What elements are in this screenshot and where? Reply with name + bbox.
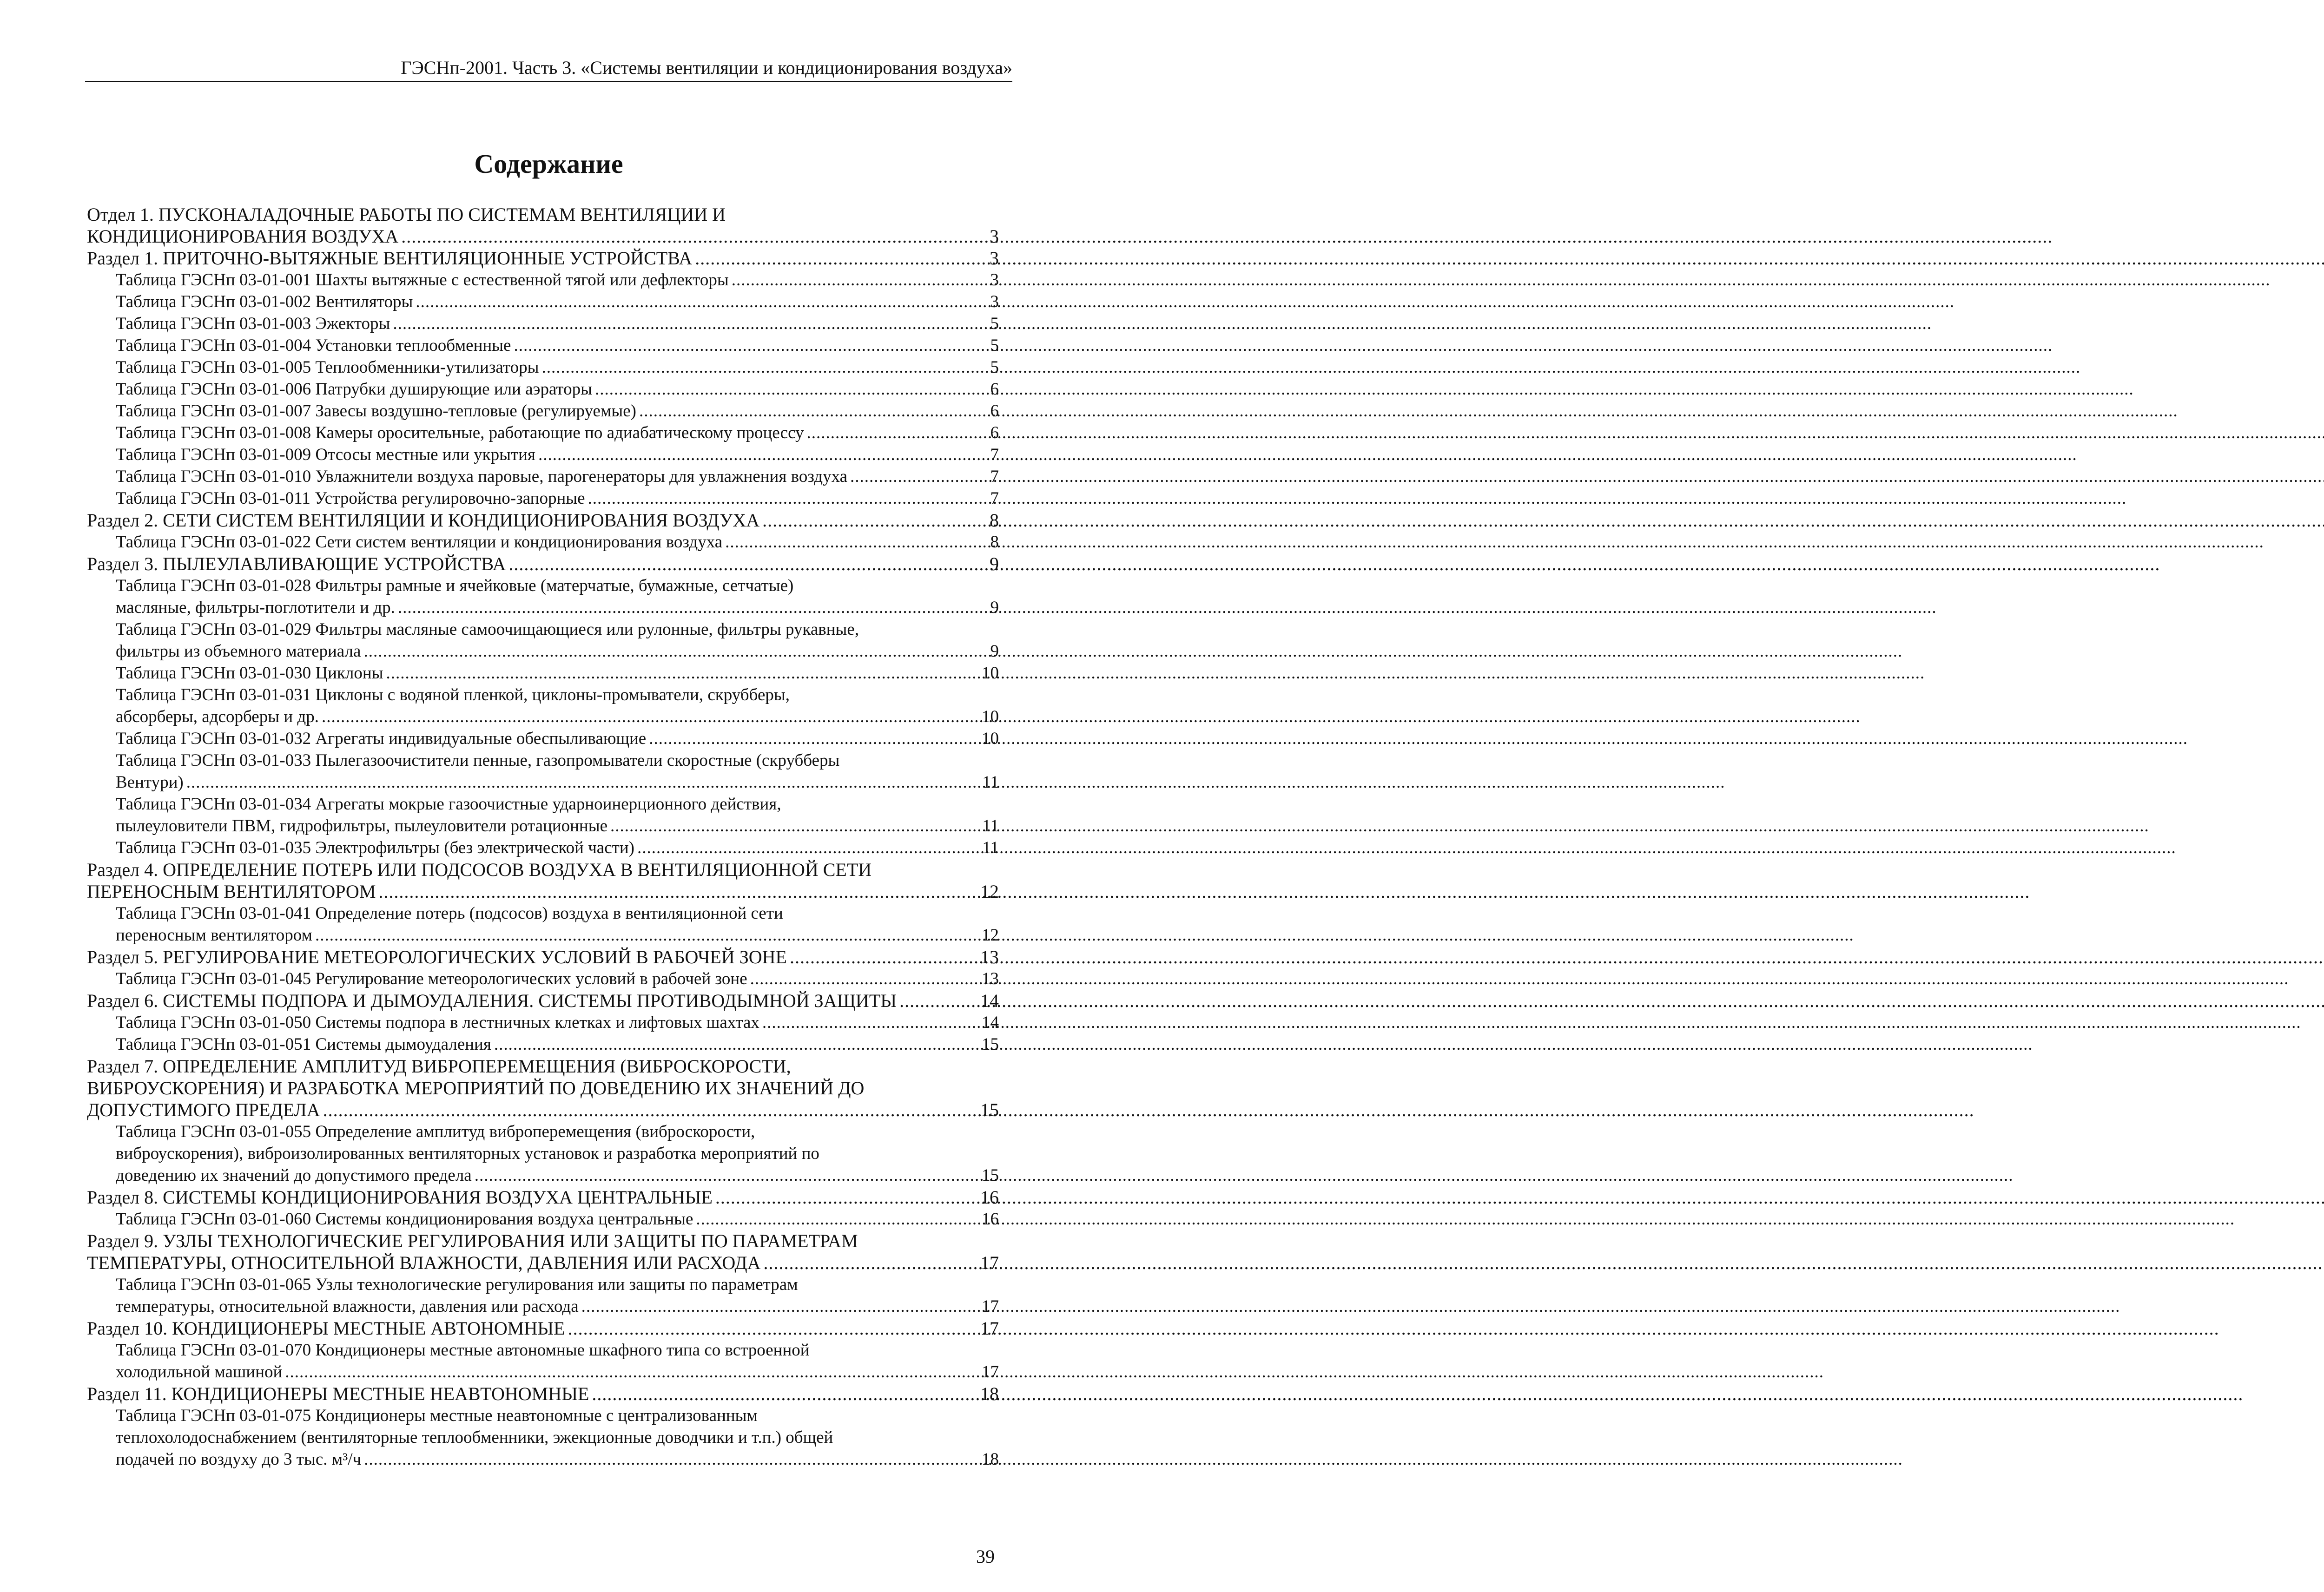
toc-entry-text: Таблица ГЭСНп 03-01-010 Увлажнители воздуха паровые, парогенераторы для увлажнения воздуха: [116, 467, 848, 486]
toc-entry-text: Вентури): [116, 773, 184, 792]
toc-page-number: 14: [980, 990, 999, 1011]
toc-table-line[interactable]: [87, 466, 999, 487]
dot-leader: [475, 1164, 977, 1186]
toc-entry-text: Таблица ГЭСНп 03-01-029 Фильтры масляные самоочищающиеся или рулонные, фильтры рукавные,: [116, 620, 859, 639]
toc-table-line[interactable]: [87, 1274, 999, 1296]
dot-leader: [762, 509, 977, 531]
page-title: Содержание: [474, 149, 623, 179]
dot-leader: [762, 1012, 977, 1033]
dot-leader: [790, 946, 977, 968]
toc-page-number: 15: [982, 1166, 999, 1185]
toc-entry-text: ВИБРОУСКОРЕНИЯ) И РАЗРАБОТКА МЕРОПРИЯТИЙ ПО ДОВЕДЕНИЮ ИХ ЗНАЧЕНИЙ ДО: [87, 1078, 865, 1099]
toc-page-number: 6: [990, 423, 999, 442]
toc-section-line[interactable]: [87, 1317, 999, 1339]
toc-table-line[interactable]: [87, 1033, 999, 1055]
toc-page-number: 8: [990, 533, 999, 552]
toc-page-number: 9: [990, 598, 999, 617]
toc-page-number: 7: [990, 467, 999, 486]
toc-entry-text: пылеуловители ПВМ, гидрофильтры, пылеуловители ротационные: [116, 816, 608, 835]
toc-table-line[interactable]: [87, 269, 999, 291]
toc-entry-text: Таблица ГЭСНп 03-01-041 Определение потерь (подсосов) воздуха в вентиляционной сети: [116, 904, 783, 923]
toc-table-line[interactable]: [87, 750, 999, 771]
toc-section-line[interactable]: [87, 1077, 999, 1099]
toc-entry-text: Таблица ГЭСНп 03-01-034 Агрегаты мокрые газоочистные ударноинерционного действия,: [116, 795, 781, 814]
toc-page-number: 15: [980, 1099, 999, 1120]
dot-leader: [637, 837, 977, 859]
toc-table-line[interactable]: [87, 1296, 999, 1317]
toc-page-number: 9: [990, 642, 999, 661]
dot-leader: [186, 771, 977, 793]
toc-page-number: 17: [982, 1362, 999, 1381]
running-header: ГЭСНп-2001. Часть 3. «Системы вентиляции и кондиционирования воздуха»: [401, 57, 1012, 78]
toc-page-number: 16: [980, 1187, 999, 1208]
dot-leader: [378, 881, 977, 902]
toc-table-line[interactable]: [87, 684, 999, 706]
toc-entry-text: Таблица ГЭСНп 03-01-004 Установки теплообменные: [116, 336, 511, 355]
dot-leader: [588, 487, 977, 509]
toc-entry-text: Таблица ГЭСНп 03-01-022 Сети систем вентиляции и кондиционирования воздуха: [116, 533, 723, 552]
toc-entry-text: Таблица ГЭСНп 03-01-032 Агрегаты индивидуальные обеспыливающие: [116, 729, 647, 748]
dot-leader: [568, 1317, 977, 1339]
toc-page-number: 7: [990, 489, 999, 508]
toc-table-line[interactable]: [87, 924, 999, 946]
toc-table-line[interactable]: [87, 968, 999, 990]
toc-entry-text: переносным вентилятором: [116, 926, 312, 945]
toc-entry-text: Раздел 2. СЕТИ СИСТЕМ ВЕНТИЛЯЦИИ И КОНДИЦИОНИРОВАНИЯ ВОЗДУХА: [87, 510, 760, 531]
toc-table-line[interactable]: [87, 1012, 999, 1033]
dot-leader: [610, 815, 977, 837]
toc-entry-text: Таблица ГЭСНп 03-01-035 Электрофильтры (без электрической части): [116, 838, 634, 857]
toc-entry-text: Таблица ГЭСНп 03-01-006 Патрубки душирующие или аэраторы: [116, 380, 592, 399]
toc-entry-text: ПЕРЕНОСНЫМ ВЕНТИЛЯТОРОМ: [87, 881, 376, 902]
dot-leader: [494, 1033, 977, 1055]
toc-entry-text: холодильной машиной: [116, 1362, 283, 1381]
toc-section-line[interactable]: [87, 881, 999, 902]
toc-entry-text: Таблица ГЭСНп 03-01-051 Системы дымоудаления: [116, 1035, 491, 1054]
toc-page-number: 11: [982, 838, 999, 857]
toc-entry-text: теплохолодоснабжением (вентиляторные теплообменники, эжекционные доводчики и т.п.) общей: [116, 1428, 833, 1447]
toc-entry-text: Таблица ГЭСНп 03-01-007 Завесы воздушно-тепловые (регулируемые): [116, 401, 636, 421]
toc-entry-text: Таблица ГЭСНп 03-01-009 Отсосы местные или укрытия: [116, 445, 535, 464]
toc-page-number: 10: [982, 707, 999, 726]
toc-table-line[interactable]: [87, 597, 999, 618]
toc-page-number: 11: [982, 816, 999, 835]
toc-entry-text: Раздел 6. СИСТЕМЫ ПОДПОРА И ДЫМОУДАЛЕНИЯ. СИСТЕМЫ ПРОТИВОДЫМНОЙ ЗАЩИТЫ: [87, 990, 897, 1011]
toc-page-number: 18: [980, 1383, 999, 1404]
toc-section-line[interactable]: [87, 1383, 999, 1405]
dot-leader: [639, 400, 977, 422]
toc-entry-text: масляные, фильтры-поглотители и др.: [116, 598, 395, 617]
toc-section-line[interactable]: [87, 1252, 999, 1274]
toc-entry-text: Таблица ГЭСНп 03-01-008 Камеры оросительные, работающие по адиабатическому процессу: [116, 423, 804, 442]
dot-leader: [732, 269, 977, 291]
toc-page-number: 11: [982, 773, 999, 792]
toc-section-line[interactable]: [87, 859, 999, 881]
toc-page-number: 12: [982, 926, 999, 945]
dot-leader: [807, 422, 977, 444]
toc-entry-text: Таблица ГЭСНп 03-01-005 Теплообменники-утилизаторы: [116, 358, 539, 377]
toc-entry-text: Таблица ГЭСНп 03-01-002 Вентиляторы: [116, 292, 413, 311]
dot-leader: [401, 225, 977, 247]
toc-table-line[interactable]: [87, 1339, 999, 1361]
toc-table-line[interactable]: [87, 575, 999, 597]
toc-entry-text: подачей по воздуху до 3 тыс. м³/ч: [116, 1450, 362, 1469]
toc-section-line[interactable]: [87, 1230, 999, 1252]
toc-table-line[interactable]: [87, 356, 999, 378]
toc-table-line[interactable]: [87, 444, 999, 466]
toc-entry-text: абсорберы, адсорберы и др.: [116, 707, 319, 726]
toc-entry-text: Раздел 11. КОНДИЦИОНЕРЫ МЕСТНЫЕ НЕАВТОНОМНЫЕ: [87, 1383, 589, 1404]
toc-section-line[interactable]: [87, 225, 999, 247]
toc-entry-text: Раздел 5. РЕГУЛИРОВАНИЕ МЕТЕОРОЛОГИЧЕСКИХ УСЛОВИЙ В РАБОЧЕЙ ЗОНЕ: [87, 947, 787, 967]
toc-page-number: 17: [982, 1297, 999, 1316]
toc-page-number: 13: [980, 947, 999, 967]
page-number: 39: [976, 1546, 995, 1567]
dot-leader: [416, 291, 977, 313]
toc-section-line[interactable]: [87, 204, 999, 225]
toc-section-line[interactable]: [87, 1186, 999, 1208]
toc-entry-text: ДОПУСТИМОГО ПРЕДЕЛА: [87, 1099, 320, 1120]
toc-table-line[interactable]: [87, 1121, 999, 1143]
dot-leader: [649, 728, 977, 750]
toc-entry-text: Таблица ГЭСНп 03-01-011 Устройства регулировочно-запорные: [116, 489, 585, 508]
toc-page-number: 6: [990, 380, 999, 399]
toc-entry-text: Таблица ГЭСНп 03-01-031 Циклоны с водяной пленкой, циклоны-промыватели, скрубберы,: [116, 685, 790, 704]
toc-entry-text: Таблица ГЭСНп 03-01-055 Определение амплитуд виброперемещения (виброскорости,: [116, 1122, 755, 1141]
dot-leader: [696, 1208, 977, 1230]
toc-page-number: 3: [990, 292, 999, 311]
toc-entry-text: Таблица ГЭСНп 03-01-030 Циклоны: [116, 664, 383, 683]
toc-table-line[interactable]: [87, 1405, 999, 1427]
dot-leader: [750, 968, 977, 990]
toc-page-number: 5: [990, 314, 999, 333]
toc-table-line[interactable]: [87, 313, 999, 335]
toc-entry-text: Таблица ГЭСНп 03-01-033 Пылегазоочистители пенные, газопромыватели скоростные (скрубберы: [116, 751, 840, 770]
dot-leader: [285, 1361, 977, 1383]
dot-leader: [715, 1186, 977, 1208]
toc-entry-text: Раздел 9. УЗЛЫ ТЕХНОЛОГИЧЕСКИЕ РЕГУЛИРОВАНИЯ ИЛИ ЗАЩИТЫ ПО ПАРАМЕТРАМ: [87, 1230, 858, 1251]
dot-leader: [398, 597, 977, 618]
toc-table-line[interactable]: [87, 618, 999, 640]
toc-section-line[interactable]: [87, 1055, 999, 1077]
toc-entry-text: Таблица ГЭСНп 03-01-003 Эжекторы: [116, 314, 390, 333]
toc-table-line[interactable]: [87, 487, 999, 509]
toc-page-number: 10: [982, 664, 999, 683]
dot-leader: [364, 1448, 977, 1470]
toc-table-line[interactable]: [87, 335, 999, 356]
toc-entry-text: Таблица ГЭСНп 03-01-045 Регулирование метеорологических условий в рабочей зоне: [116, 969, 747, 988]
dot-leader: [592, 1383, 977, 1405]
toc-entry-text: температуры, относительной влажности, давления или расхода: [116, 1297, 579, 1316]
toc-table-line[interactable]: [87, 728, 999, 750]
toc-page-number: 8: [990, 510, 999, 531]
toc-page-number: 3: [990, 226, 999, 247]
dot-leader: [508, 553, 977, 575]
toc-entry-text: Раздел 4. ОПРЕДЕЛЕНИЕ ПОТЕРЬ ИЛИ ПОДСОСОВ ВОЗДУХА В ВЕНТИЛЯЦИОННОЙ СЕТИ: [87, 859, 872, 880]
toc-entry-text: Отдел 1. ПУСКОНАЛАДОЧНЫЕ РАБОТЫ ПО СИСТЕМАМ ВЕНТИЛЯЦИИ И: [87, 204, 726, 225]
toc-entry-text: Таблица ГЭСНп 03-01-060 Системы кондиционирования воздуха центральные: [116, 1210, 693, 1229]
toc-page-number: 15: [982, 1035, 999, 1054]
toc-entry-text: виброускорения), виброизолированных вентиляторных установок и разработка мероприятий по: [116, 1144, 819, 1163]
toc-page-number: 10: [982, 729, 999, 748]
dot-leader: [538, 444, 977, 466]
dot-leader: [850, 466, 977, 487]
toc-table-line[interactable]: [87, 837, 999, 859]
toc-table-line[interactable]: [87, 1143, 999, 1164]
toc-table-line[interactable]: [87, 1427, 999, 1448]
toc-page-number: 13: [982, 969, 999, 988]
dot-leader: [363, 640, 977, 662]
dot-leader: [322, 706, 977, 728]
toc-table-line[interactable]: [87, 1448, 999, 1470]
toc-page-number: 9: [990, 553, 999, 574]
toc-page-number: 18: [982, 1450, 999, 1469]
toc-section-line[interactable]: [87, 509, 999, 531]
toc-table-line[interactable]: [87, 1208, 999, 1230]
toc-entry-text: Раздел 10. КОНДИЦИОНЕРЫ МЕСТНЫЕ АВТОНОМНЫЕ: [87, 1318, 565, 1339]
toc-page-number: 5: [990, 358, 999, 377]
dot-leader: [386, 662, 977, 684]
toc-entry-text: Раздел 8. СИСТЕМЫ КОНДИЦИОНИРОВАНИЯ ВОЗДУХА ЦЕНТРАЛЬНЫЕ: [87, 1187, 713, 1208]
toc-section-line[interactable]: [87, 1099, 999, 1121]
toc-entry-text: КОНДИЦИОНИРОВАНИЯ ВОЗДУХА: [87, 226, 399, 247]
toc-entry-text: доведению их значений до допустимого предела: [116, 1166, 472, 1185]
toc-table-line[interactable]: [87, 422, 999, 444]
toc-page-number: 17: [980, 1318, 999, 1339]
toc-entry-text: Раздел 7. ОПРЕДЕЛЕНИЕ АМПЛИТУД ВИБРОПЕРЕМЕЩЕНИЯ (ВИБРОСКОРОСТИ,: [87, 1056, 791, 1077]
toc-page-number: 17: [980, 1252, 999, 1273]
toc-page-number: 5: [990, 336, 999, 355]
toc-section-line[interactable]: [87, 946, 999, 968]
dot-leader: [695, 247, 977, 269]
toc-entry-text: Раздел 1. ПРИТОЧНО-ВЫТЯЖНЫЕ ВЕНТИЛЯЦИОННЫЕ УСТРОЙСТВА: [87, 248, 693, 269]
dot-leader: [541, 356, 977, 378]
dot-leader: [764, 1252, 978, 1274]
toc-page-number: 14: [982, 1013, 999, 1032]
toc-entry-text: Таблица ГЭСНп 03-01-028 Фильтры рамные и ячейковые (матерчатые, бумажные, сетчатые): [116, 576, 794, 595]
toc-entry-text: Таблица ГЭСНп 03-01-001 Шахты вытяжные с естественной тягой или дефлекторы: [116, 270, 729, 289]
toc-table-line[interactable]: [87, 1361, 999, 1383]
toc-table-line[interactable]: [87, 531, 999, 553]
toc-page-number: 7: [990, 445, 999, 464]
dot-leader: [315, 924, 977, 946]
toc-table-line[interactable]: [87, 400, 999, 422]
toc-entry-text: Таблица ГЭСНп 03-01-050 Системы подпора в лестничных клетках и лифтовых шахтах: [116, 1013, 759, 1032]
toc-page-number: 3: [990, 270, 999, 289]
toc-page-number: 12: [980, 881, 999, 902]
table-of-contents: [87, 204, 999, 1470]
dot-leader: [581, 1296, 977, 1317]
toc-entry-text: Таблица ГЭСНп 03-01-070 Кондиционеры местные автономные шкафного типа со встроенной: [116, 1341, 810, 1360]
toc-section-line[interactable]: [87, 990, 999, 1012]
toc-entry-text: Таблица ГЭСНп 03-01-075 Кондиционеры местные неавтономные с централизованным: [116, 1406, 758, 1425]
toc-table-line[interactable]: [87, 662, 999, 684]
toc-entry-text: ТЕМПЕРАТУРЫ, ОТНОСИТЕЛЬНОЙ ВЛАЖНОСТИ, ДАВЛЕНИЯ ИЛИ РАСХОДА: [87, 1252, 761, 1273]
toc-section-line[interactable]: [87, 553, 999, 575]
toc-page-number: 16: [982, 1210, 999, 1229]
dot-leader: [595, 378, 977, 400]
toc-table-line[interactable]: [87, 640, 999, 662]
toc-section-line[interactable]: [87, 247, 999, 269]
toc-table-line[interactable]: [87, 793, 999, 815]
dot-leader: [725, 531, 977, 553]
dot-leader: [323, 1099, 977, 1121]
toc-table-line[interactable]: [87, 902, 999, 924]
toc-table-line[interactable]: [87, 771, 999, 793]
toc-table-line[interactable]: [87, 378, 999, 400]
toc-table-line[interactable]: [87, 1164, 999, 1186]
toc-entry-text: Таблица ГЭСНп 03-01-065 Узлы технологические регулирования или защиты по параметрам: [116, 1275, 798, 1294]
dot-leader: [393, 313, 977, 335]
toc-page-number: 3: [990, 248, 999, 269]
toc-table-line[interactable]: [87, 815, 999, 837]
toc-table-line[interactable]: [87, 291, 999, 313]
toc-table-line[interactable]: [87, 706, 999, 728]
dot-leader: [514, 335, 977, 356]
toc-page-number: 6: [990, 401, 999, 421]
dot-leader: [899, 990, 977, 1012]
toc-entry-text: фильтры из объемного материала: [116, 642, 361, 661]
header-rule: [85, 81, 1012, 82]
toc-entry-text: Раздел 3. ПЫЛЕУЛАВЛИВАЮЩИЕ УСТРОЙСТВА: [87, 553, 506, 574]
